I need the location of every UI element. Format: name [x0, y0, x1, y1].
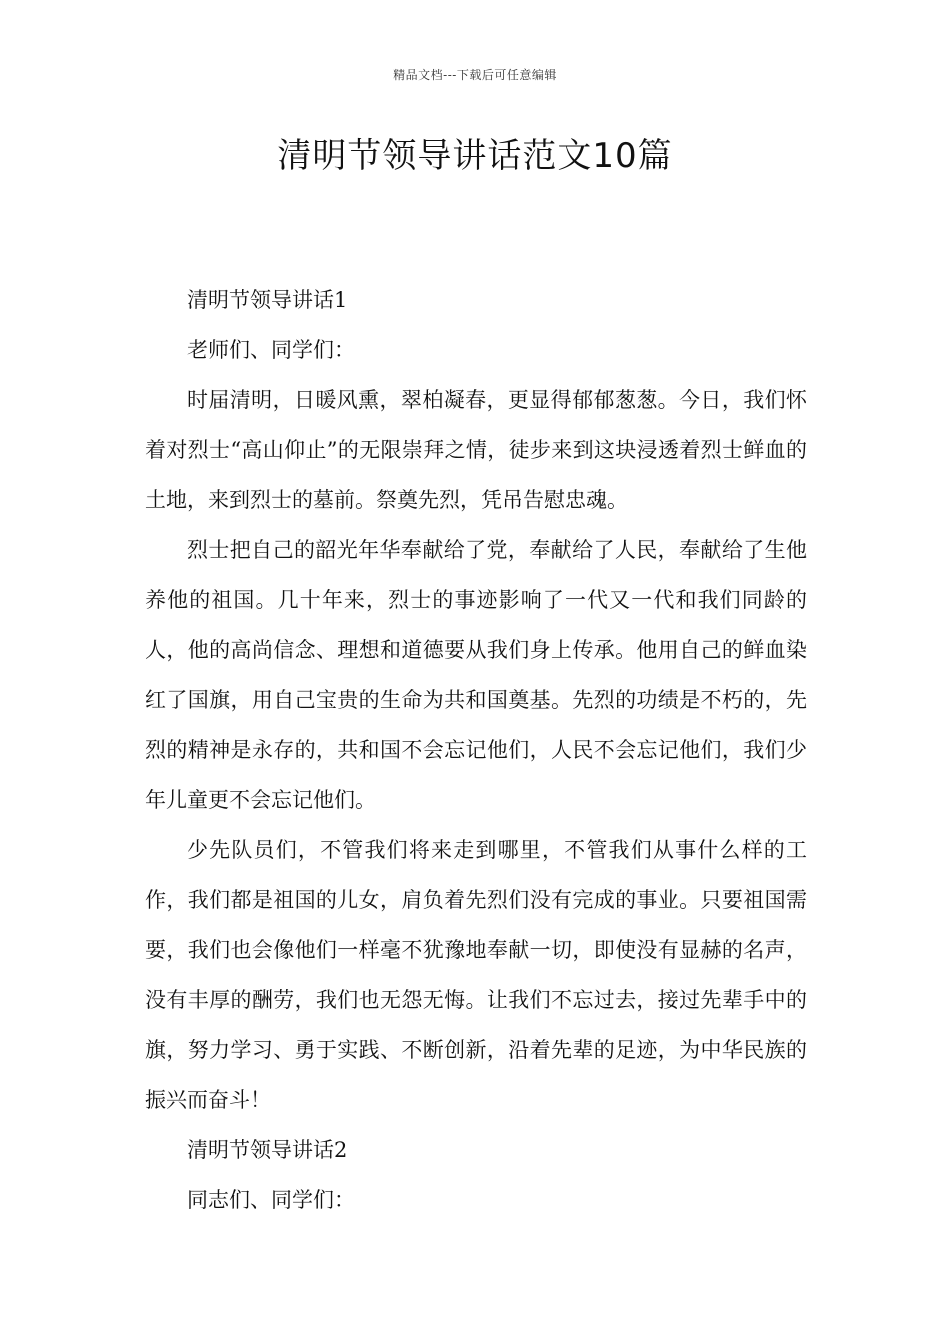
document-body	[145, 275, 807, 1225]
body-paragraph: 少先队员们，不管我们将来走到哪里，不管我们从事什么样的工作，我们都是祖国的儿女，肩负着先烈们没有完成的事业。只要祖国需要，我们也会像他们一样毫不犹豫地奉献一切，即使没有显赫的名声，没有丰厚的酬劳，我们也无怨无悔。让我们不忘过去，接过先辈手中的旗，努力学习、勇于实践、不断创新，沿着先辈的足迹，为中华民族的振兴而奋斗！	[145, 838, 807, 1112]
document-title: 清明节领导讲话范文10篇	[277, 136, 673, 176]
salutation: 老师们、同学们：	[187, 338, 355, 362]
salutation: 同志们、同学们：	[187, 1188, 355, 1212]
section-heading-1: 清明节领导讲话1	[187, 288, 348, 312]
section-heading-2: 清明节领导讲话2	[187, 1138, 348, 1162]
body-paragraph: 烈士把自己的韶光年华奉献给了党，奉献给了人民，奉献给了生他养他的祖国。几十年来，烈士的事迹影响了一代又一代和我们同龄的人，他的高尚信念、理想和道德要从我们身上传承。他用自己的鲜血染红了国旗，用自己宝贵的生命为共和国奠基。先烈的功绩是不朽的，先烈的精神是永存的，共和国不会忘记他们，人民不会忘记他们，我们少年儿童更不会忘记他们。	[145, 538, 807, 812]
body-paragraph: 时届清明，日暖风熏，翠柏凝春，更显得郁郁葱葱。今日，我们怀着对烈士“高山仰止”的无限崇拜之情，徒步来到这块浸透着烈士鲜血的土地，来到烈士的墓前。祭奠先烈，凭吊告慰忠魂。	[145, 388, 807, 512]
header-note: 精品文档---下载后可任意编辑	[393, 68, 557, 82]
